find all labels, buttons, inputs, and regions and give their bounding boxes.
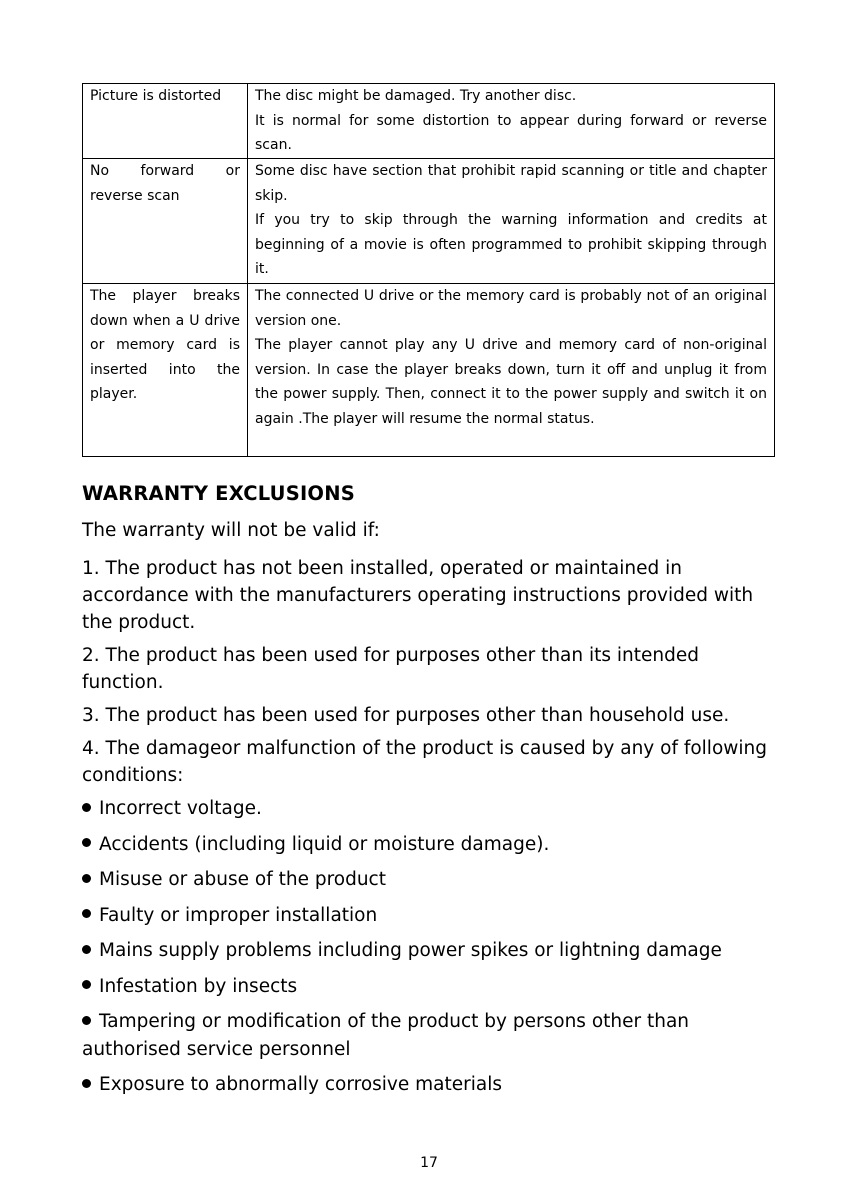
bullet-icon xyxy=(82,980,91,989)
condition-item xyxy=(82,866,782,894)
troubleshooting-table xyxy=(82,83,775,457)
problem-cell: Picture is distorted xyxy=(83,84,248,159)
bullet-icon xyxy=(82,838,91,847)
warranty-item: 2. The product has been used for purposes other than its intended function. xyxy=(82,645,700,693)
solution-text: If you try to skip through the warning information and credits at beginning of a movie is often programmed to prohibit skipping through it. xyxy=(255,212,767,278)
solution-cell xyxy=(248,284,775,457)
bullet-icon xyxy=(82,803,91,812)
condition-item xyxy=(82,831,782,859)
solution-text: The player cannot play any U drive and memory card of non-original version. In case the player breaks down, turn it off and unplug it from the power supply. Then, connect it to the power supply and switch it on again .The player will resume the normal status. xyxy=(255,337,767,427)
solution-text: The connected U drive or the memory card is probably not of an original version one. xyxy=(255,288,767,329)
bullet-icon xyxy=(82,874,91,883)
solution-cell xyxy=(248,159,775,284)
condition-text: Faulty or improper installation xyxy=(99,904,378,926)
warranty-item: 3. The product has been used for purposes other than household use. xyxy=(82,705,730,726)
condition-text: Tampering or modification of the product by persons other than authorised service personnel xyxy=(82,1011,690,1060)
condition-text: Misuse or abuse of the product xyxy=(99,869,386,890)
solution-cell xyxy=(248,84,775,159)
condition-item xyxy=(82,973,782,1001)
table-row xyxy=(83,84,775,159)
condition-item xyxy=(82,937,782,965)
solution-text: Some disc have section that prohibit rapid scanning or title and chapter skip. xyxy=(255,163,767,204)
table-row xyxy=(83,159,775,284)
solution-text: It is normal for some distortion to appear during forward or reverse scan. xyxy=(255,112,767,154)
condition-text: Exposure to abnormally corrosive materials xyxy=(99,1074,502,1095)
table-row xyxy=(83,284,775,457)
problem-cell: The player breaks down when a U drive or memory card is inserted into the player. xyxy=(83,284,248,457)
bullet-icon xyxy=(82,1016,91,1025)
bullet-icon xyxy=(82,1079,91,1088)
condition-item xyxy=(82,1071,782,1099)
bullet-icon xyxy=(82,945,91,954)
condition-text: Mains supply problems including power spikes or lightning damage xyxy=(99,940,722,961)
warranty-intro: The warranty will not be valid if: xyxy=(82,520,380,541)
condition-item xyxy=(82,1008,782,1063)
warranty-item: 4. The damageor malfunction of the product is caused by any of following conditions: xyxy=(82,738,768,786)
condition-text: Accidents (including liquid or moisture damage). xyxy=(99,833,550,855)
problem-cell: No forward or reverse scan xyxy=(83,159,248,284)
bullet-icon xyxy=(82,909,91,918)
warranty-item: 1. The product has not been installed, operated or maintained in accordance with the manufacturers operating instructions provided with the product. xyxy=(82,558,754,633)
solution-text: The disc might be damaged. Try another disc. xyxy=(255,88,577,104)
warranty-title: WARRANTY EXCLUSIONS xyxy=(82,482,355,505)
warranty-section xyxy=(82,478,782,1107)
condition-text: Infestation by insects xyxy=(99,975,298,997)
condition-item xyxy=(82,795,782,823)
condition-item xyxy=(82,902,782,930)
page-number: 17 xyxy=(420,1155,438,1171)
condition-text: Incorrect voltage. xyxy=(99,798,262,819)
